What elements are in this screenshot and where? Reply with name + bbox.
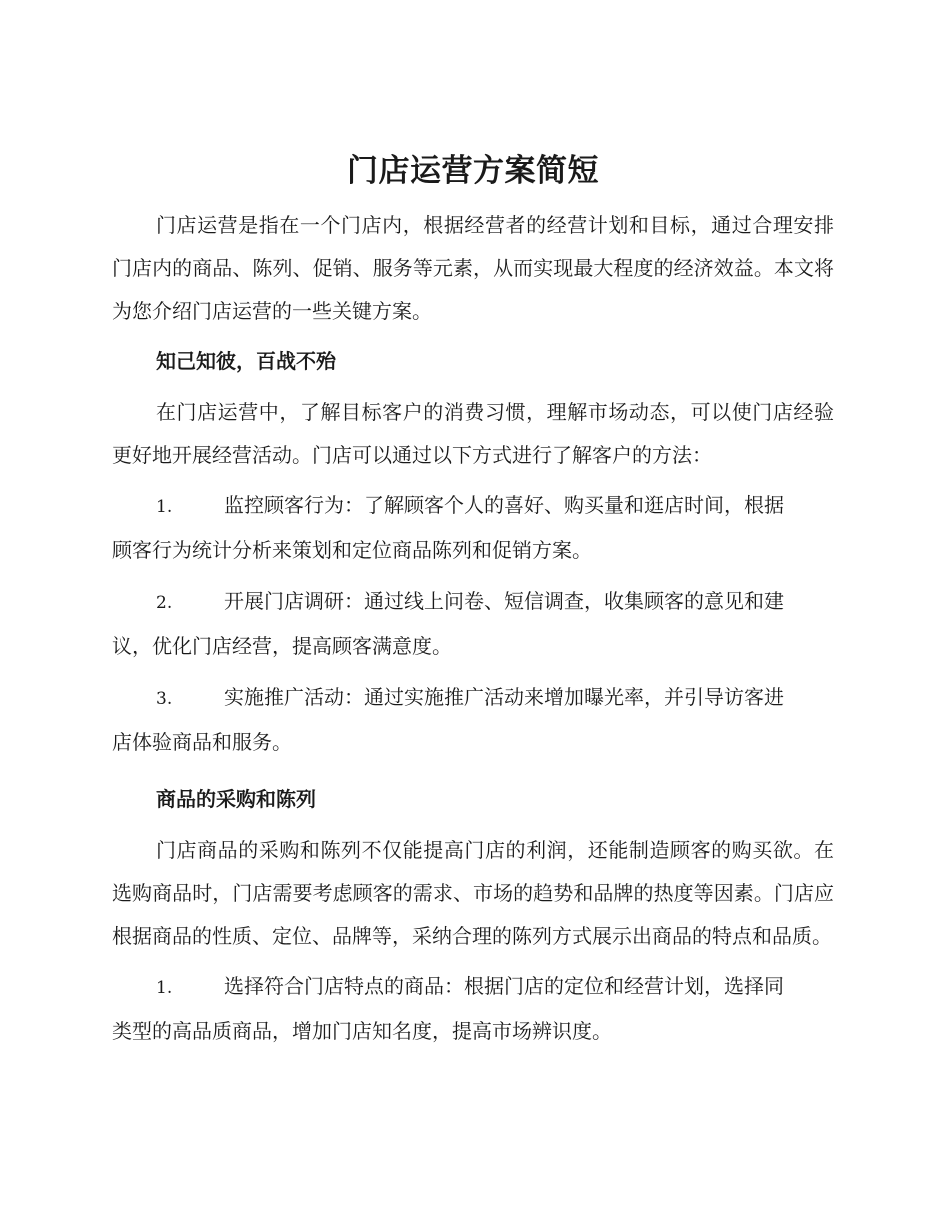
- list-text-rest: 店体验商品和服务。: [112, 730, 292, 754]
- list-number: 2.: [156, 593, 173, 613]
- section1-list: [112, 484, 834, 764]
- list-number: 1.: [156, 497, 173, 517]
- list-number: 3.: [156, 689, 173, 709]
- intro-paragraph: 门店运营是指在一个门店内，根据经营者的经营计划和目标，通过合理安排门店内的商品、陈列、促销、服务等元素，从而实现最大程度的经济效益。本文将为您介绍门店运营的一些关键方案。: [112, 213, 834, 323]
- list-text-rest: 顾客行为统计分析来策划和定位商品陈列和促销方案。: [112, 538, 592, 562]
- list-text-first-line: 选择符合门店特点的商品：根据门店的定位和经营计划，选择同: [224, 974, 784, 998]
- document-page: [112, 148, 834, 1061]
- section2-list: [112, 965, 834, 1053]
- section-heading-purchasing: 商品的采购和陈列: [156, 787, 316, 811]
- list-item: [112, 484, 834, 572]
- section2-paragraph: 门店商品的采购和陈列不仅能提高门店的利润，还能制造顾客的购买欲。在选购商品时，门店需要考虑顾客的需求、市场的趋势和品牌的热度等因素。门店应根据商品的性质、定位、品牌等，采纳合理的陈列方式展示出商品的特点和品质。: [112, 838, 834, 948]
- section1-paragraph: 在门店运营中，了解目标客户的消费习惯，理解市场动态，可以使门店经验更好地开展经营活动。门店可以通过以下方式进行了解客户的方法：: [112, 400, 834, 467]
- list-text-first-line: 监控顾客行为：了解顾客个人的喜好、购买量和逛店时间，根据: [224, 493, 784, 517]
- list-number: 1.: [156, 978, 173, 998]
- list-text-first-line: 开展门店调研：通过线上问卷、短信调查，收集顾客的意见和建: [224, 589, 784, 613]
- list-item: [112, 580, 834, 668]
- section-heading-know-yourself: 知己知彼，百战不殆: [156, 349, 336, 373]
- list-text-first-line: 实施推广活动：通过实施推广活动来增加曝光率，并引导访客进: [224, 685, 784, 709]
- list-item: [112, 965, 834, 1053]
- list-text-rest: 类型的高品质商品，增加门店知名度，提高市场辨识度。: [112, 1019, 612, 1043]
- list-item: [112, 676, 834, 764]
- list-text-rest: 议，优化门店经营，提高顾客满意度。: [112, 634, 452, 658]
- document-title: 门店运营方案简短: [347, 153, 599, 189]
